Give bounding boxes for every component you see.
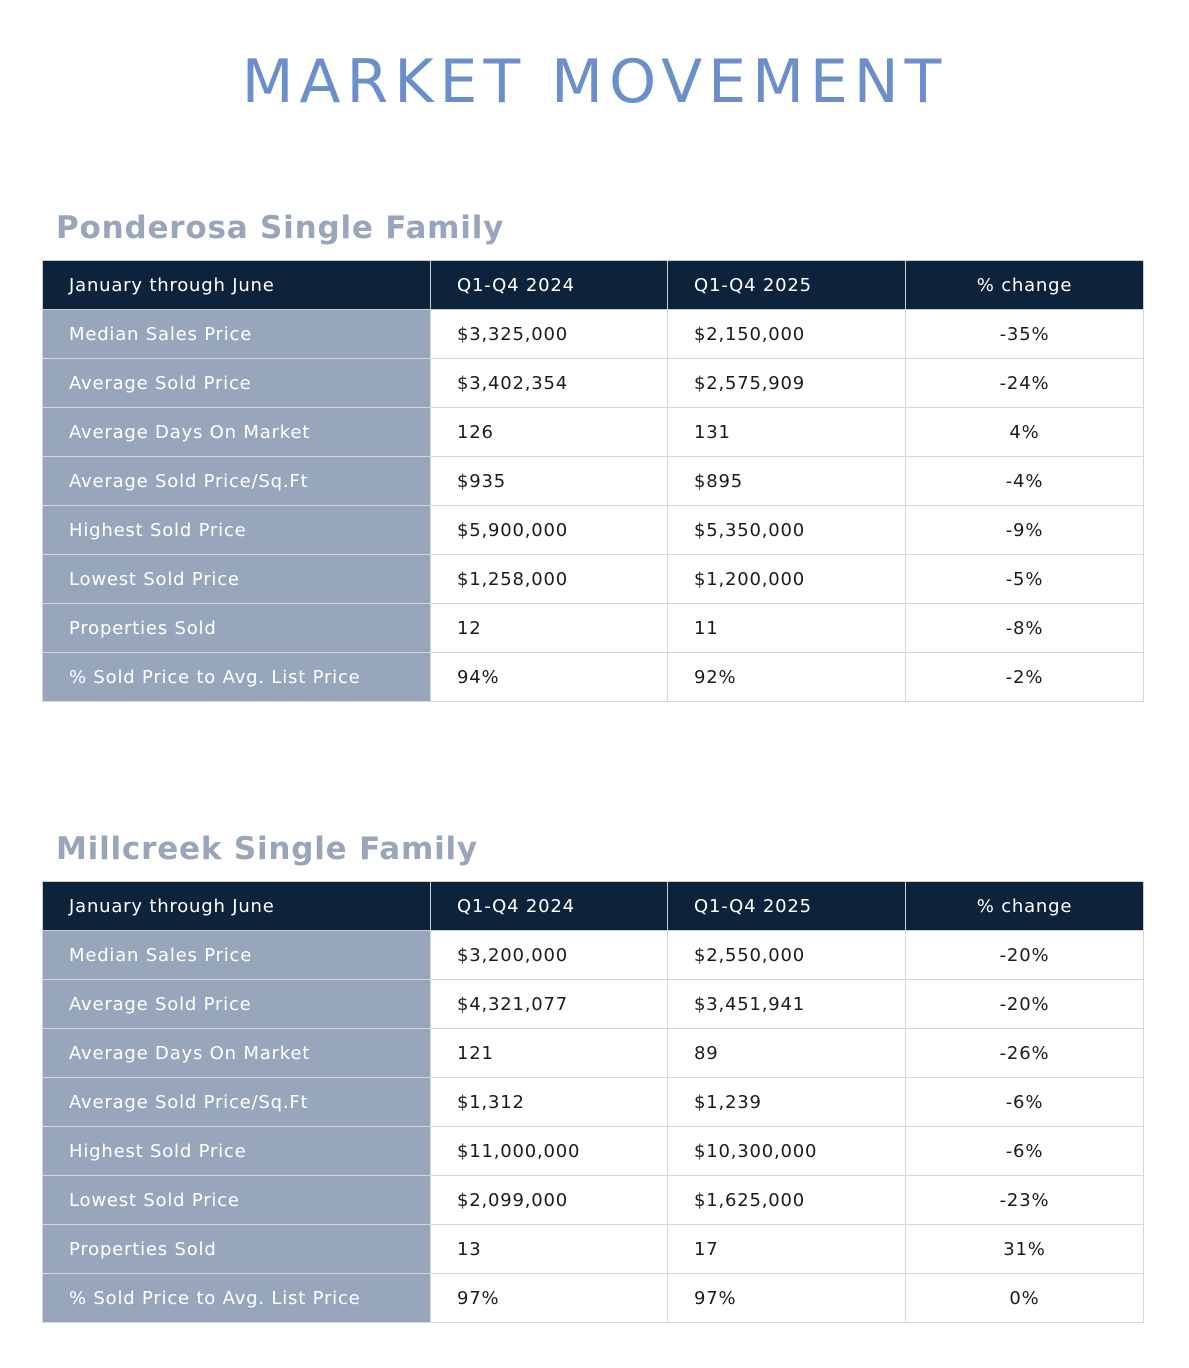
table-row — [43, 1078, 1144, 1127]
metric-label: Highest Sold Price — [43, 506, 431, 555]
value-2024: $4,321,077 — [431, 980, 668, 1029]
percent-change: -26% — [906, 1029, 1144, 1078]
table-row — [43, 310, 1144, 359]
percent-change: -2% — [906, 653, 1144, 702]
table-row — [43, 1029, 1144, 1078]
percent-change: -23% — [906, 1176, 1144, 1225]
ponderosa-table — [42, 260, 1144, 702]
metric-label: Properties Sold — [43, 1225, 431, 1274]
column-header-2024: Q1-Q4 2024 — [431, 261, 668, 310]
column-header-2025: Q1-Q4 2025 — [668, 261, 906, 310]
metric-label: % Sold Price to Avg. List Price — [43, 1274, 431, 1323]
table-row — [43, 980, 1144, 1029]
value-2025: 17 — [668, 1225, 906, 1274]
metric-label: Average Sold Price — [43, 359, 431, 408]
table-row — [43, 1127, 1144, 1176]
value-2024: $11,000,000 — [431, 1127, 668, 1176]
percent-change: -20% — [906, 931, 1144, 980]
section-title-millcreek: Millcreek Single Family — [56, 831, 478, 867]
value-2024: 97% — [431, 1274, 668, 1323]
percent-change: -4% — [906, 457, 1144, 506]
metric-label: Median Sales Price — [43, 310, 431, 359]
value-2024: $1,312 — [431, 1078, 668, 1127]
value-2025: $2,550,000 — [668, 931, 906, 980]
value-2025: $2,575,909 — [668, 359, 906, 408]
metric-label: Average Days On Market — [43, 408, 431, 457]
table-row — [43, 604, 1144, 653]
table-row — [43, 359, 1144, 408]
metric-label: Median Sales Price — [43, 931, 431, 980]
table-header-row — [43, 882, 1144, 931]
column-header-2024: Q1-Q4 2024 — [431, 882, 668, 931]
table-row — [43, 1176, 1144, 1225]
value-2024: $3,402,354 — [431, 359, 668, 408]
percent-change: -35% — [906, 310, 1144, 359]
table-row — [43, 931, 1144, 980]
percent-change: 4% — [906, 408, 1144, 457]
metric-label: Average Sold Price/Sq.Ft — [43, 457, 431, 506]
table-row — [43, 506, 1144, 555]
value-2024: $1,258,000 — [431, 555, 668, 604]
value-2024: 126 — [431, 408, 668, 457]
metric-label: Lowest Sold Price — [43, 1176, 431, 1225]
metric-label: Average Sold Price/Sq.Ft — [43, 1078, 431, 1127]
table-row — [43, 555, 1144, 604]
table-header-row — [43, 261, 1144, 310]
value-2024: 94% — [431, 653, 668, 702]
percent-change: -6% — [906, 1127, 1144, 1176]
value-2024: 12 — [431, 604, 668, 653]
metric-label: Lowest Sold Price — [43, 555, 431, 604]
column-header-change: % change — [906, 261, 1144, 310]
percent-change: -20% — [906, 980, 1144, 1029]
value-2025: $2,150,000 — [668, 310, 906, 359]
value-2025: 92% — [668, 653, 906, 702]
value-2025: $1,625,000 — [668, 1176, 906, 1225]
metric-label: Properties Sold — [43, 604, 431, 653]
value-2024: $3,325,000 — [431, 310, 668, 359]
table-row — [43, 1274, 1144, 1323]
value-2024: $3,200,000 — [431, 931, 668, 980]
value-2024: 121 — [431, 1029, 668, 1078]
percent-change: -8% — [906, 604, 1144, 653]
column-header-period: January through June — [43, 882, 431, 931]
percent-change: 0% — [906, 1274, 1144, 1323]
percent-change: 31% — [906, 1225, 1144, 1274]
value-2025: 89 — [668, 1029, 906, 1078]
percent-change: -5% — [906, 555, 1144, 604]
metric-label: Average Sold Price — [43, 980, 431, 1029]
value-2024: 13 — [431, 1225, 668, 1274]
metric-label: Highest Sold Price — [43, 1127, 431, 1176]
value-2025: $1,200,000 — [668, 555, 906, 604]
value-2025: 131 — [668, 408, 906, 457]
metric-label: % Sold Price to Avg. List Price — [43, 653, 431, 702]
column-header-period: January through June — [43, 261, 431, 310]
value-2025: $895 — [668, 457, 906, 506]
section-title-ponderosa: Ponderosa Single Family — [56, 210, 505, 246]
table-row — [43, 457, 1144, 506]
value-2025: 97% — [668, 1274, 906, 1323]
value-2024: $5,900,000 — [431, 506, 668, 555]
percent-change: -24% — [906, 359, 1144, 408]
value-2024: $2,099,000 — [431, 1176, 668, 1225]
page-title: MARKET MOVEMENT — [241, 47, 948, 117]
value-2025: $1,239 — [668, 1078, 906, 1127]
table-row — [43, 653, 1144, 702]
table-row — [43, 1225, 1144, 1274]
percent-change: -6% — [906, 1078, 1144, 1127]
column-header-change: % change — [906, 882, 1144, 931]
metric-label: Average Days On Market — [43, 1029, 431, 1078]
value-2025: $10,300,000 — [668, 1127, 906, 1176]
value-2025: 11 — [668, 604, 906, 653]
value-2024: $935 — [431, 457, 668, 506]
value-2025: $5,350,000 — [668, 506, 906, 555]
column-header-2025: Q1-Q4 2025 — [668, 882, 906, 931]
millcreek-table — [42, 881, 1144, 1323]
table-row — [43, 408, 1144, 457]
value-2025: $3,451,941 — [668, 980, 906, 1029]
percent-change: -9% — [906, 506, 1144, 555]
